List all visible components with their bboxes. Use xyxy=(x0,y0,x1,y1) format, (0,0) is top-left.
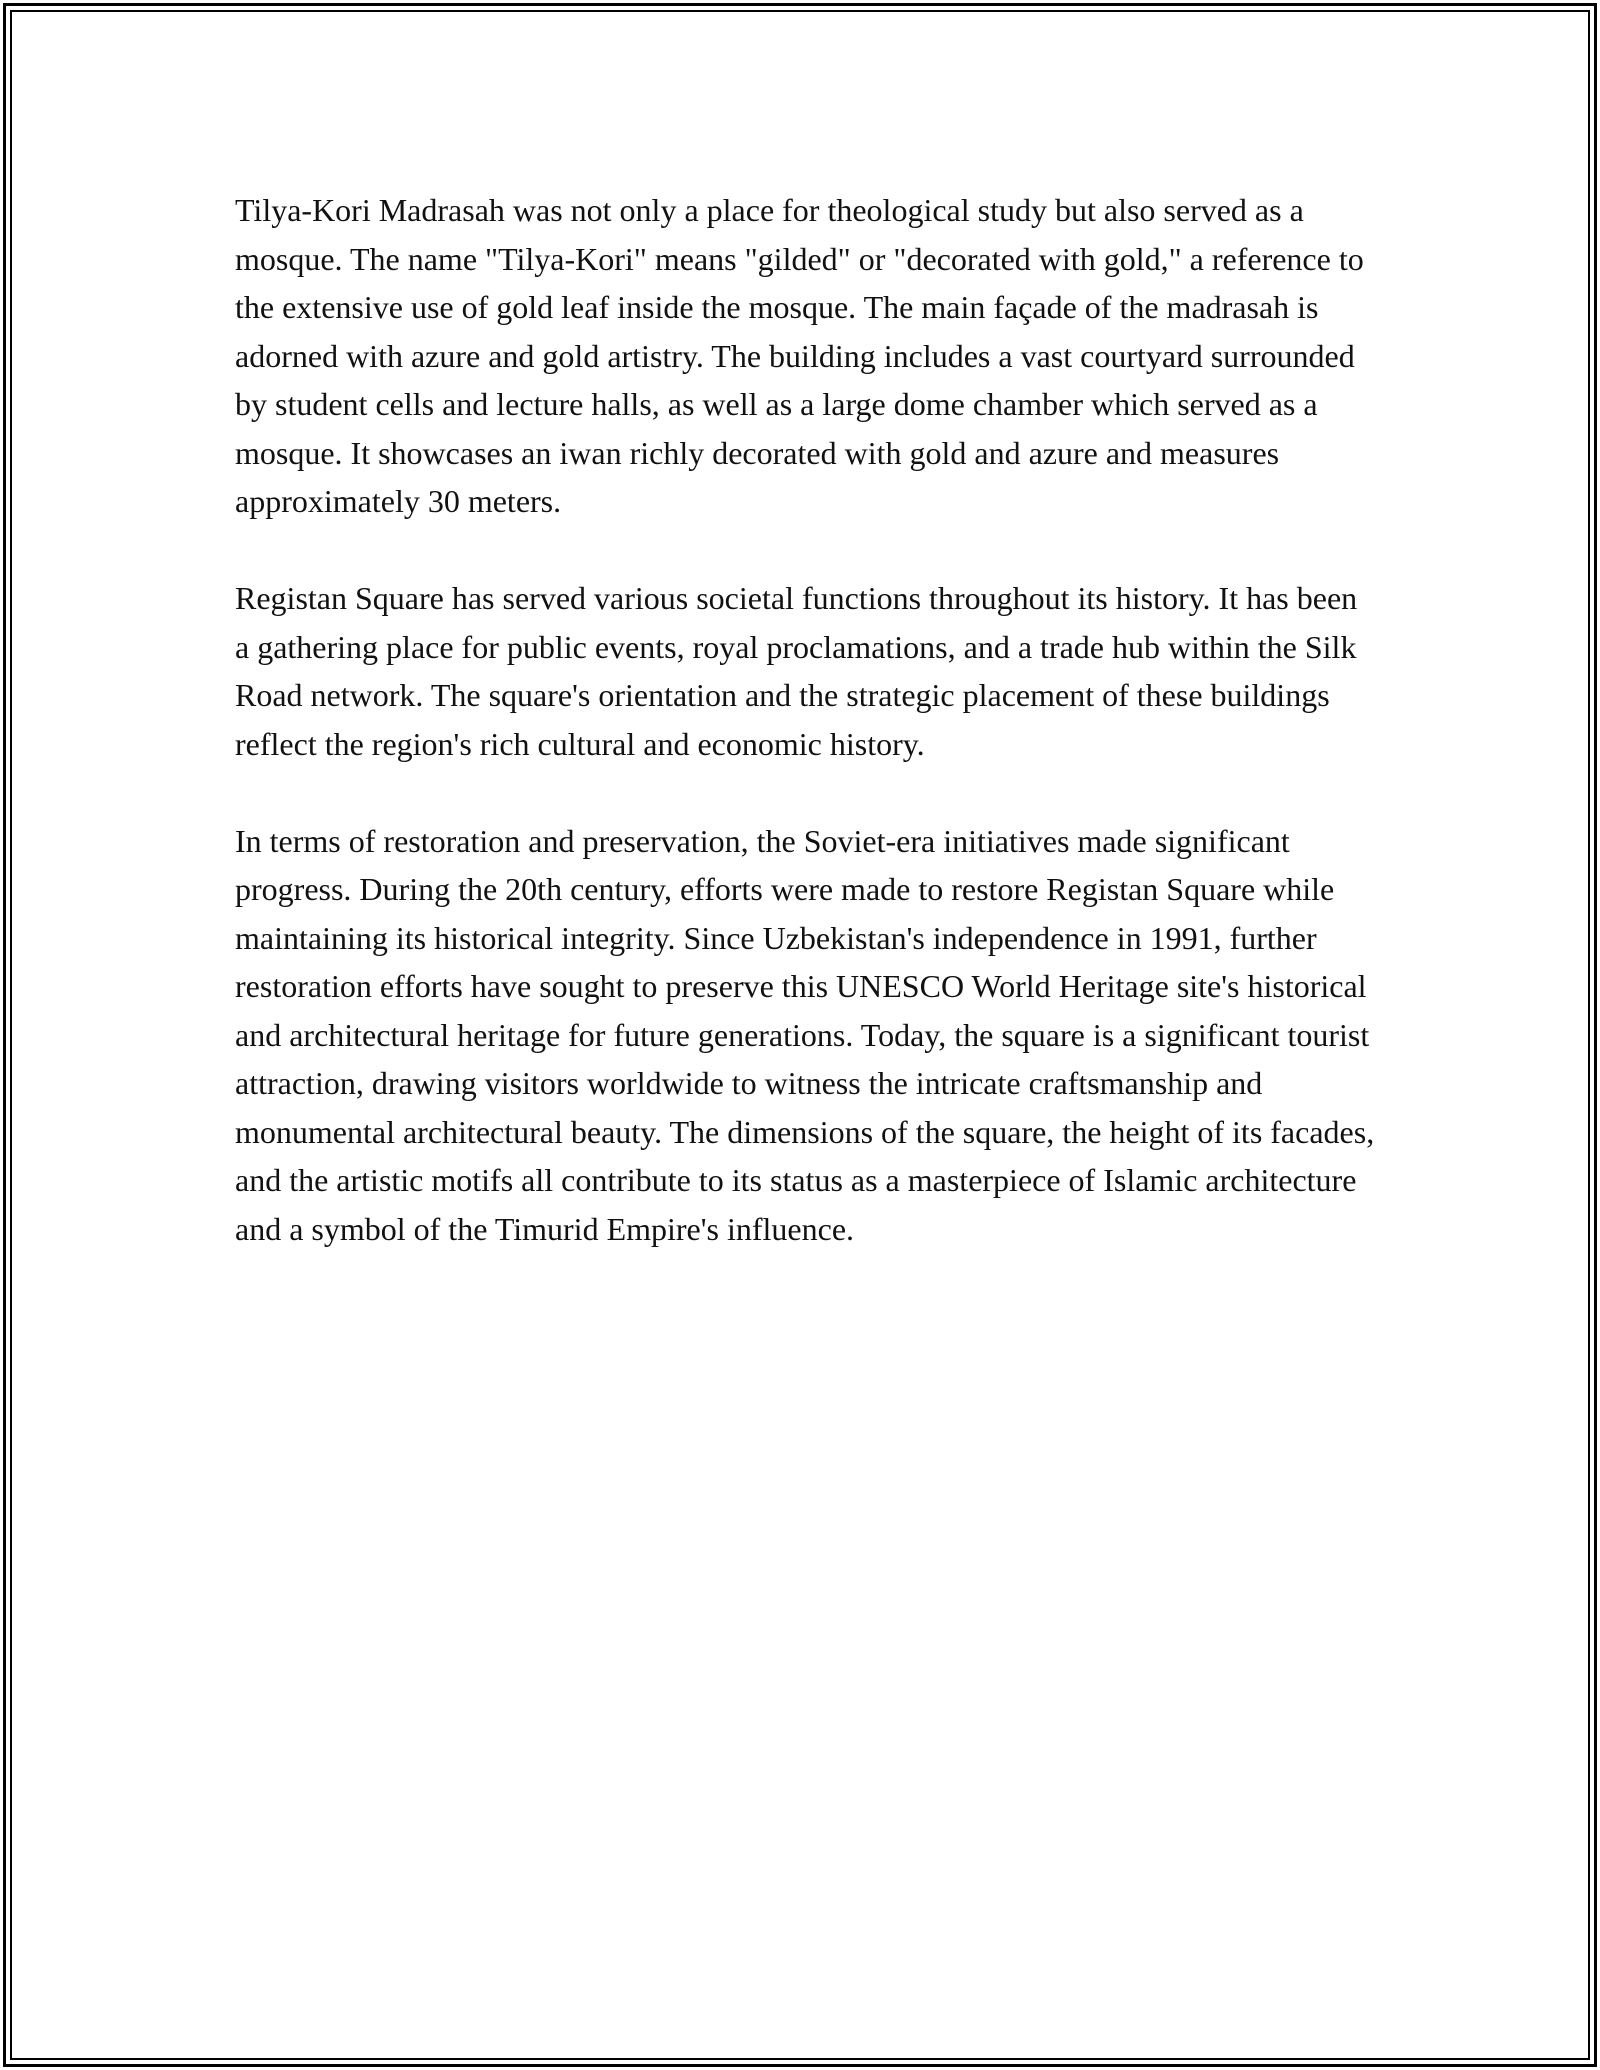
document-body xyxy=(235,186,1375,1253)
paragraph-tilya-kori: Tilya-Kori Madrasah was not only a place for theological study but also served as a mosque. The name "Tilya-Kori" means "gilded" or "decorated with gold," a reference to the extensive use of gold leaf inside the mosque. The main façade of the madrasah is adorned with azure and gold artistry. The building includes a vast courtyard surrounded by student cells and lecture halls, as well as a large dome chamber which served as a mosque. It showcases an iwan richly decorated with gold and azure and measures approximately 30 meters. xyxy=(235,192,1364,519)
paragraph-restoration: In terms of restoration and preservation, the Soviet-era initiatives made significant progress. During the 20th century, efforts were made to restore Registan Square while maintaining its historical integrity. Since Uzbekistan's independence in 1991, further restoration efforts have sought to preserve this UNESCO World Heritage site's historical and architectural heritage for future generations. Today, the square is a significant tourist attraction, drawing visitors worldwide to witness the intricate craftsmanship and monumental architectural beauty. The dimensions of the square, the height of its facades, and the artistic motifs all contribute to its status as a masterpiece of Islamic architecture and a symbol of the Timurid Empire's influence. xyxy=(235,822,1375,1247)
paragraph-registan-functions: Registan Square has served various societal functions throughout its history. It has been a gathering place for public events, royal proclamations, and a trade hub within the Silk Road network. The square's orientation and the strategic placement of these buildings reflect the region's rich cultural and economic history. xyxy=(235,580,1358,762)
